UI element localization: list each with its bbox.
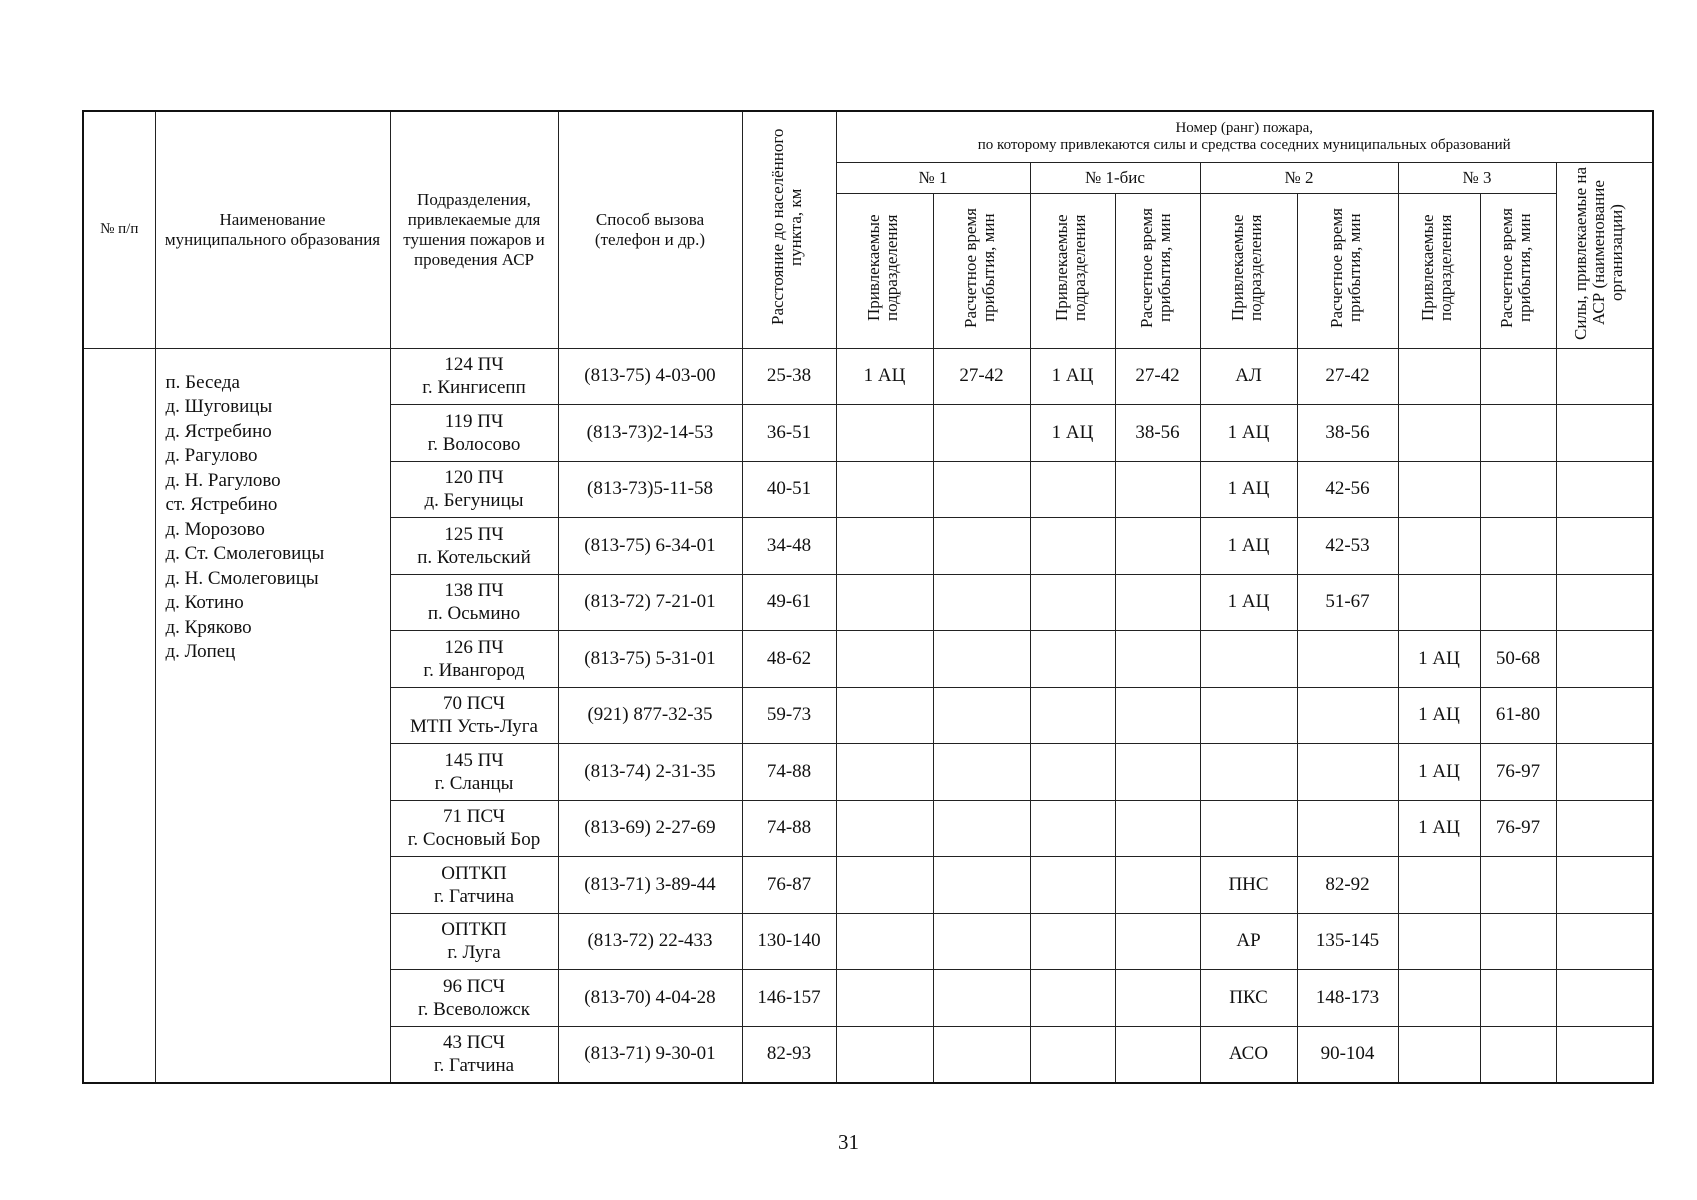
- rank1-units-cell: [836, 461, 933, 518]
- rank3-units-cell: [1398, 574, 1480, 631]
- rank1-time-cell: [933, 518, 1030, 575]
- town-name: д. Лопец: [165, 641, 236, 662]
- header-rank-title-2: по которому привлекаются силы и средства соседних муниципальных образований: [977, 136, 1511, 153]
- header-rank-3: [1398, 162, 1556, 194]
- rank1-time-cell: [933, 1026, 1030, 1083]
- rank3-units-cell: [1398, 348, 1480, 405]
- rank3-units-cell: 1 АЦ: [1398, 631, 1480, 688]
- rank1-units-cell: [836, 857, 933, 914]
- rank1bis-units-cell: [1030, 800, 1115, 857]
- rank3-time-cell: [1480, 574, 1556, 631]
- unit-cell: [390, 857, 558, 914]
- rank1bis-time-cell: [1115, 631, 1200, 688]
- header-r2-units-label: Привлекаемые подразделения: [1227, 214, 1265, 322]
- distance-cell: 25-38: [742, 348, 836, 405]
- phone-cell: (921) 877-32-35: [558, 687, 742, 744]
- distance-cell: 40-51: [742, 461, 836, 518]
- rank3-units-cell: 1 АЦ: [1398, 744, 1480, 801]
- rank1bis-time-cell: [1115, 970, 1200, 1027]
- rank2-time-cell: 51-67: [1297, 574, 1398, 631]
- unit-location: г. Сосновый Бор: [407, 829, 541, 851]
- row-number-cell: [83, 348, 155, 1083]
- rank3-time-cell: [1480, 970, 1556, 1027]
- asr-forces-cell: [1556, 461, 1653, 518]
- rank2-units-cell: 1 АЦ: [1200, 518, 1297, 575]
- header-rank-2-label: № 2: [1284, 167, 1314, 187]
- unit-location: г. Сланцы: [434, 772, 514, 794]
- unit-name: 138 ПЧ: [444, 580, 504, 602]
- rank1-time-cell: [933, 857, 1030, 914]
- rank2-time-cell: 148-173: [1297, 970, 1398, 1027]
- header-r3-units-label: Привлекаемые подразделения: [1418, 214, 1455, 322]
- town-name: д. Н. Смолеговицы: [165, 567, 319, 589]
- rank1bis-time-cell: [1115, 518, 1200, 575]
- header-rank-1bis: [1030, 162, 1200, 194]
- rank1bis-units-cell: 1 АЦ: [1030, 405, 1115, 462]
- unit-location: г. Гатчина: [433, 1055, 515, 1076]
- rank1-time-cell: [933, 574, 1030, 631]
- header-rb-time-label: Расчетное время прибытия, мин: [1136, 208, 1174, 329]
- rank1bis-units-cell: [1030, 744, 1115, 801]
- header-call-method: [558, 111, 742, 348]
- unit-location: п. Котельский: [417, 546, 531, 568]
- rank1-units-cell: [836, 687, 933, 744]
- asr-forces-cell: [1556, 518, 1653, 575]
- rank3-time-cell: 76-97: [1480, 800, 1556, 857]
- rank1bis-time-cell: [1115, 687, 1200, 744]
- town-name: д. Кряково: [165, 616, 252, 638]
- rank2-units-cell: АЛ: [1200, 348, 1297, 405]
- rank2-units-cell: ПНС: [1200, 857, 1297, 914]
- header-r3-units: [1398, 194, 1480, 349]
- distance-cell: 36-51: [742, 405, 836, 462]
- rank1-time-cell: 27-42: [933, 348, 1030, 405]
- town-name: д. Ст. Смолеговицы: [165, 543, 325, 564]
- rank3-units-cell: [1398, 518, 1480, 575]
- distance-cell: 82-93: [742, 1026, 836, 1083]
- distance-cell: 74-88: [742, 744, 836, 801]
- municipality-cell: [155, 348, 390, 1083]
- unit-location: г. Волосово: [427, 433, 521, 455]
- rank2-time-cell: [1297, 687, 1398, 744]
- rank2-time-cell: 135-145: [1297, 913, 1398, 970]
- unit-name: ОПТКП: [441, 919, 507, 941]
- rank2-units-cell: 1 АЦ: [1200, 461, 1297, 518]
- rank1bis-time-cell: 38-56: [1115, 405, 1200, 462]
- phone-cell: (813-75) 5-31-01: [558, 631, 742, 688]
- rank1bis-units-cell: [1030, 1026, 1115, 1083]
- distance-cell: 48-62: [742, 631, 836, 688]
- header-rb-time: [1115, 194, 1200, 349]
- asr-forces-cell: [1556, 744, 1653, 801]
- header-r2-time: [1297, 194, 1398, 349]
- distance-cell: 146-157: [742, 970, 836, 1027]
- header-asr: [1556, 162, 1653, 348]
- asr-forces-cell: [1556, 913, 1653, 970]
- header-call-method-label: Способ вызова (телефон и др.): [594, 209, 706, 249]
- header-rb-units-label: Привлекаемые подразделения: [1051, 214, 1089, 322]
- header-rank-2: [1200, 162, 1398, 194]
- header-num-label: № п/п: [100, 221, 139, 238]
- asr-forces-cell: [1556, 970, 1653, 1027]
- header-asr-label: Силы, привлекаемые на АСР (наименование организации): [1571, 165, 1627, 340]
- unit-cell: [390, 631, 558, 688]
- table-row: [83, 348, 1653, 405]
- rank1bis-units-cell: [1030, 461, 1115, 518]
- asr-forces-cell: [1556, 631, 1653, 688]
- unit-name: 145 ПЧ: [444, 749, 504, 771]
- unit-name: 70 ПСЧ: [442, 693, 506, 715]
- header-units: [390, 111, 558, 348]
- rank2-time-cell: [1297, 744, 1398, 801]
- rank1bis-time-cell: [1115, 461, 1200, 518]
- rank1-units-cell: [836, 518, 933, 575]
- phone-cell: (813-72) 22-433: [558, 913, 742, 970]
- asr-forces-cell: [1556, 348, 1653, 405]
- header-rank-group: [836, 111, 1653, 162]
- asr-forces-cell: [1556, 574, 1653, 631]
- rank2-units-cell: 1 АЦ: [1200, 574, 1297, 631]
- rank1bis-units-cell: [1030, 970, 1115, 1027]
- phone-cell: (813-69) 2-27-69: [558, 800, 742, 857]
- rank1-units-cell: 1 АЦ: [836, 348, 933, 405]
- header-rank-1-label: № 1: [918, 167, 948, 187]
- phone-cell: (813-71) 3-89-44: [558, 857, 742, 914]
- rank2-units-cell: [1200, 800, 1297, 857]
- rank3-time-cell: [1480, 461, 1556, 518]
- rank2-time-cell: [1297, 800, 1398, 857]
- rank3-units-cell: [1398, 970, 1480, 1027]
- rank3-time-cell: 76-97: [1480, 744, 1556, 801]
- unit-location: г. Кингисепп: [422, 377, 526, 399]
- rank1bis-time-cell: [1115, 857, 1200, 914]
- rank1bis-units-cell: [1030, 631, 1115, 688]
- unit-name: ОПТКП: [441, 862, 507, 884]
- unit-cell: [390, 970, 558, 1027]
- header-rank-3-label: № 3: [1462, 167, 1492, 187]
- rank1bis-time-cell: 27-42: [1115, 348, 1200, 405]
- rank1bis-units-cell: 1 АЦ: [1030, 348, 1115, 405]
- rank2-units-cell: 1 АЦ: [1200, 405, 1297, 462]
- rank2-units-cell: [1200, 631, 1297, 688]
- distance-cell: 76-87: [742, 857, 836, 914]
- unit-name: 71 ПСЧ: [442, 806, 506, 828]
- header-rank-1bis-label: № 1-бис: [1085, 167, 1145, 187]
- header-r1-units-label: Привлекаемые подразделения: [863, 214, 901, 322]
- header-distance: [742, 111, 836, 348]
- rank1-time-cell: [933, 461, 1030, 518]
- distance-cell: 59-73: [742, 687, 836, 744]
- rank1-time-cell: [933, 687, 1030, 744]
- unit-name: 126 ПЧ: [444, 636, 504, 658]
- asr-forces-cell: [1556, 687, 1653, 744]
- header-distance-label: Расстояние до населённого пункта, км: [768, 129, 805, 326]
- rank3-time-cell: 61-80: [1480, 687, 1556, 744]
- asr-forces-cell: [1556, 800, 1653, 857]
- rank1-units-cell: [836, 1026, 933, 1083]
- header-r2-units: [1200, 194, 1297, 349]
- unit-cell: [390, 405, 558, 462]
- header-municipality: [155, 111, 390, 348]
- rank1-units-cell: [836, 631, 933, 688]
- unit-location: п. Осьмино: [427, 603, 521, 625]
- rank1bis-units-cell: [1030, 574, 1115, 631]
- town-name: ст. Ястребино: [165, 494, 278, 515]
- town-name: п. Беседа: [165, 371, 240, 393]
- rank1-units-cell: [836, 800, 933, 857]
- rank2-units-cell: АР: [1200, 913, 1297, 970]
- phone-cell: (813-70) 4-04-28: [558, 970, 742, 1027]
- phone-cell: (813-74) 2-31-35: [558, 744, 742, 801]
- rank3-units-cell: 1 АЦ: [1398, 800, 1480, 857]
- header-r1-units: [836, 194, 933, 349]
- phone-cell: (813-73)5-11-58: [558, 461, 742, 518]
- unit-location: г. Ивангород: [423, 659, 525, 681]
- rank1-time-cell: [933, 800, 1030, 857]
- unit-location: МТП Усть-Луга: [409, 716, 538, 738]
- rank2-time-cell: 90-104: [1297, 1026, 1398, 1083]
- rank1bis-units-cell: [1030, 913, 1115, 970]
- rank1-time-cell: [933, 631, 1030, 688]
- unit-name: 96 ПСЧ: [442, 975, 506, 997]
- rank2-time-cell: [1297, 631, 1398, 688]
- distance-cell: 34-48: [742, 518, 836, 575]
- rank3-units-cell: [1398, 405, 1480, 462]
- unit-location: д. Бегуницы: [424, 490, 524, 512]
- unit-cell: [390, 1026, 558, 1083]
- rank2-units-cell: [1200, 687, 1297, 744]
- unit-cell: [390, 518, 558, 575]
- rank3-time-cell: [1480, 913, 1556, 970]
- rank1bis-time-cell: [1115, 800, 1200, 857]
- rank1bis-time-cell: [1115, 913, 1200, 970]
- rank1bis-units-cell: [1030, 857, 1115, 914]
- rank1bis-units-cell: [1030, 687, 1115, 744]
- unit-name: 120 ПЧ: [444, 467, 504, 489]
- rank1bis-units-cell: [1030, 518, 1115, 575]
- phone-cell: (813-71) 9-30-01: [558, 1026, 742, 1083]
- rank1bis-time-cell: [1115, 744, 1200, 801]
- rank1-time-cell: [933, 744, 1030, 801]
- rank3-time-cell: [1480, 1026, 1556, 1083]
- town-name: д. Котино: [165, 592, 244, 613]
- unit-cell: [390, 687, 558, 744]
- unit-name: 43 ПСЧ: [442, 1032, 506, 1053]
- rank3-time-cell: [1480, 857, 1556, 914]
- header-r1-time: [933, 194, 1030, 349]
- rank1-units-cell: [836, 744, 933, 801]
- rank3-units-cell: [1398, 913, 1480, 970]
- header-rank-title-1: Номер (ранг) пожара,: [1175, 119, 1314, 136]
- unit-location: г. Гатчина: [433, 885, 515, 907]
- header-r1-time-label: Расчетное время прибытия, мин: [960, 208, 998, 329]
- rank1-units-cell: [836, 970, 933, 1027]
- rank1bis-time-cell: [1115, 1026, 1200, 1083]
- rank2-units-cell: АСО: [1200, 1026, 1297, 1083]
- rank3-units-cell: [1398, 461, 1480, 518]
- unit-location: г. Всеволожск: [418, 998, 530, 1020]
- unit-name: 125 ПЧ: [444, 523, 504, 545]
- rank3-units-cell: 1 АЦ: [1398, 687, 1480, 744]
- rank2-time-cell: 38-56: [1297, 405, 1398, 462]
- unit-cell: [390, 461, 558, 518]
- rank1bis-time-cell: [1115, 574, 1200, 631]
- rank1-time-cell: [933, 913, 1030, 970]
- rank2-time-cell: 27-42: [1297, 348, 1398, 405]
- town-name: д. Шуговицы: [165, 396, 273, 417]
- town-name: д. Н. Рагулово: [165, 469, 281, 491]
- header-municipality-label: Наименование муниципального образования: [164, 209, 381, 249]
- rank1-units-cell: [836, 405, 933, 462]
- rank2-time-cell: 42-56: [1297, 461, 1398, 518]
- unit-location: г. Луга: [447, 942, 501, 964]
- unit-cell: [390, 913, 558, 970]
- rank1-time-cell: [933, 970, 1030, 1027]
- town-name: д. Морозово: [165, 518, 265, 540]
- rank3-units-cell: [1398, 1026, 1480, 1083]
- phone-cell: (813-72) 7-21-01: [558, 574, 742, 631]
- distance-cell: 130-140: [742, 913, 836, 970]
- distance-cell: 49-61: [742, 574, 836, 631]
- rank1-units-cell: [836, 574, 933, 631]
- unit-name: 124 ПЧ: [444, 354, 504, 376]
- header-r3-time-label: Расчетное время прибытия, мин: [1497, 208, 1534, 329]
- rank3-units-cell: [1398, 857, 1480, 914]
- unit-cell: [390, 574, 558, 631]
- town-name: д. Ястребино: [165, 420, 272, 442]
- asr-forces-cell: [1556, 1026, 1653, 1083]
- unit-cell: [390, 800, 558, 857]
- rank3-time-cell: [1480, 405, 1556, 462]
- rank3-time-cell: [1480, 518, 1556, 575]
- phone-cell: (813-73)2-14-53: [558, 405, 742, 462]
- rank2-time-cell: 82-92: [1297, 857, 1398, 914]
- unit-cell: [390, 348, 558, 405]
- unit-cell: [390, 744, 558, 801]
- phone-cell: (813-75) 4-03-00: [558, 348, 742, 405]
- rank2-units-cell: [1200, 744, 1297, 801]
- fire-forces-table: [82, 110, 1654, 1084]
- unit-name: 119 ПЧ: [444, 410, 504, 432]
- header-units-label: Подразделения, привлекаемые для тушения пожаров и проведения АСР: [403, 189, 545, 269]
- asr-forces-cell: [1556, 857, 1653, 914]
- header-num: [83, 111, 155, 348]
- page-number: 31: [838, 1130, 859, 1154]
- town-name: д. Рагулово: [165, 445, 258, 466]
- distance-cell: 74-88: [742, 800, 836, 857]
- header-r3-time: [1480, 194, 1556, 349]
- rank3-time-cell: 50-68: [1480, 631, 1556, 688]
- header-rank-1: [836, 162, 1030, 194]
- rank3-time-cell: [1480, 348, 1556, 405]
- rank1-units-cell: [836, 913, 933, 970]
- asr-forces-cell: [1556, 405, 1653, 462]
- rank2-units-cell: ПКС: [1200, 970, 1297, 1027]
- header-rb-units: [1030, 194, 1115, 349]
- phone-cell: (813-75) 6-34-01: [558, 518, 742, 575]
- header-r2-time-label: Расчетное время прибытия, мин: [1326, 208, 1364, 329]
- rank1-time-cell: [933, 405, 1030, 462]
- rank2-time-cell: 42-53: [1297, 518, 1398, 575]
